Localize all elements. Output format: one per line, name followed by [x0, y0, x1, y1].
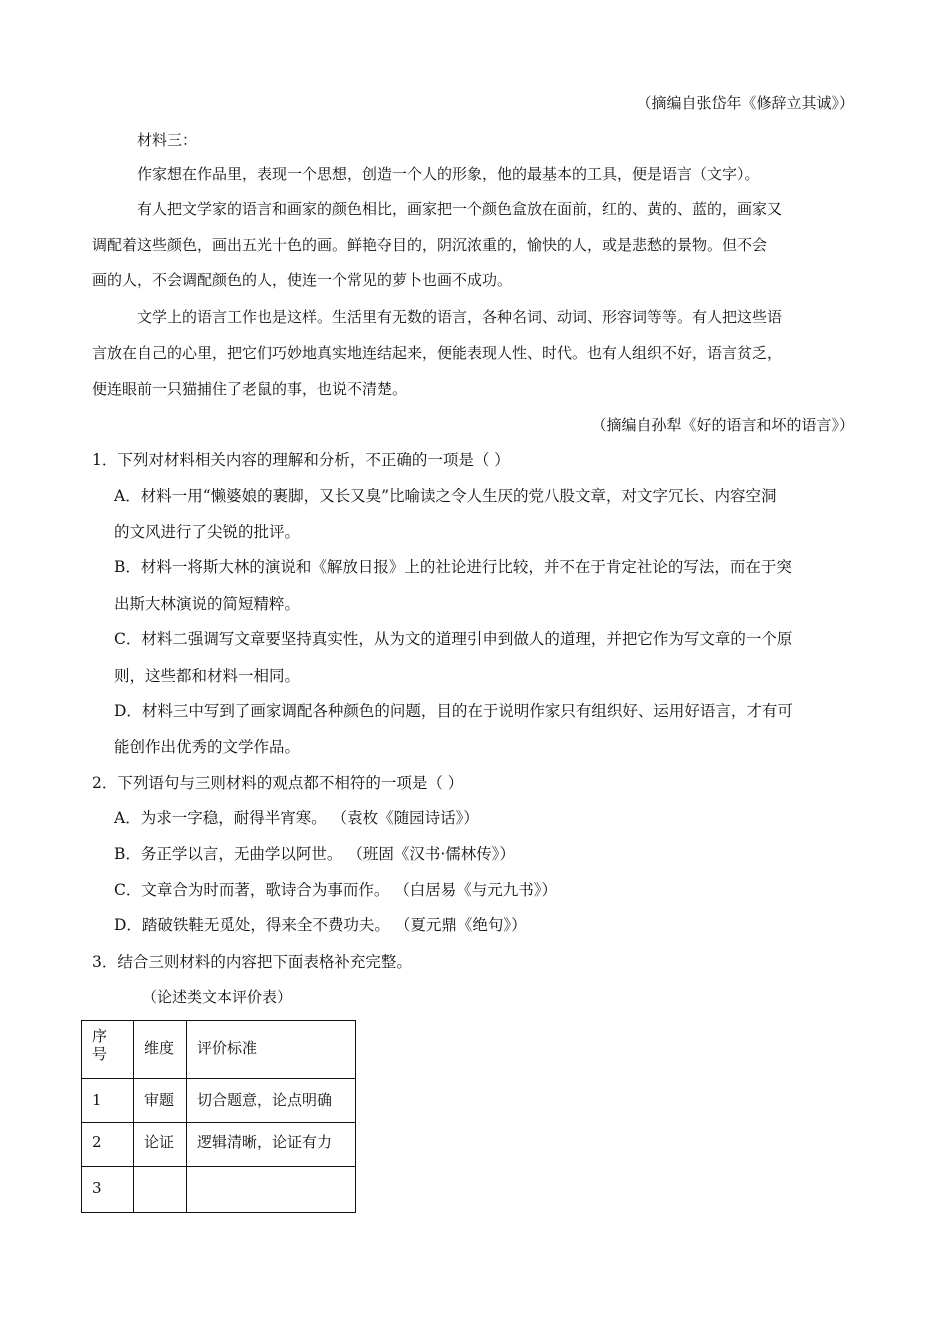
question-2-option-b: B．务正学以言，无曲学以阿世。 （班固《汉书·儒林传》） — [114, 845, 515, 863]
row-criteria: 切合题意，论点明确 — [197, 1091, 333, 1109]
table-row — [82, 1167, 356, 1213]
question-2-stem: 2．下列语句与三则材料的观点都不相符的一项是（ ） — [92, 774, 464, 792]
row-index: 1 — [92, 1091, 102, 1109]
evaluation-table — [81, 1020, 356, 1213]
header-index: 序号 — [92, 1027, 108, 1063]
row-dimension-blank[interactable] — [134, 1167, 186, 1179]
header-criteria: 评价标准 — [197, 1039, 258, 1057]
question-1-option-a-cont: 的文风进行了尖锐的批评。 — [114, 523, 301, 541]
material3-source: （摘编自孙犁《好的语言和坏的语言》） — [591, 416, 854, 434]
question-3-stem: 3．结合三则材料的内容把下面表格补充完整。 — [92, 953, 412, 971]
table-header-row — [82, 1021, 356, 1079]
material3-heading: 材料三： — [137, 131, 198, 149]
material3-line: 有人把文学家的语言和画家的颜色相比，画家把一个颜色盒放在面前，红的、黄的、蓝的，画家又 — [137, 200, 783, 218]
material3-line: 便连眼前一只猫捕住了老鼠的事，也说不清楚。 — [92, 380, 408, 398]
row-index: 2 — [92, 1133, 102, 1151]
question-1-option-c: C．材料二强调写文章要坚持真实性，从为文的道理引申到做人的道理，并把它作为写文章的一个原 — [114, 630, 793, 648]
question-1-option-b-cont: 出斯大林演说的简短精粹。 — [114, 595, 301, 613]
material3-line: 言放在自己的心里，把它们巧妙地真实地连结起来，便能表现人性、时代。也有人组织不好，语言贫乏， — [92, 344, 783, 362]
row-criteria-blank[interactable] — [187, 1167, 355, 1179]
question-2-option-a: A．为求一字稳，耐得半宵寒。 （袁枚《随园诗话》） — [114, 809, 479, 827]
question-1-option-a: A．材料一用“懒婆娘的裹脚，又长又臭”比喻读之令人生厌的党八股文章，对文字冗长、内容空洞 — [114, 487, 777, 505]
material3-line: 调配着这些颜色，画出五光十色的画。鲜艳夺目的，阴沉浓重的，愉快的人，或是悲愁的景物。但不会 — [92, 236, 768, 254]
question-1-option-b: B．材料一将斯大林的演说和《解放日报》上的社论进行比较，并不在于肯定社论的写法，而在于突 — [114, 558, 792, 576]
question-1-stem: 1．下列对材料相关内容的理解和分析，不正确的一项是（ ） — [92, 451, 510, 469]
question-1-option-d-cont: 能创作出优秀的文学作品。 — [114, 738, 301, 756]
row-index: 3 — [92, 1179, 102, 1197]
material3-line: 作家想在作品里，表现一个思想，创造一个人的形象，他的最基本的工具，便是语言（文字）。 — [137, 165, 760, 183]
row-criteria: 逻辑清晰，论证有力 — [197, 1133, 333, 1151]
question-1-option-d: D．材料三中写到了画家调配各种颜色的问题，目的在于说明作家只有组织好、运用好语言，才有可 — [114, 702, 793, 720]
question-2-option-c: C．文章合为时而著，歌诗合为事而作。 （白居易《与元九书》） — [114, 881, 558, 899]
question-2-option-d: D．踏破铁鞋无觅处，得来全不费功夫。 （夏元鼎《绝句》） — [114, 916, 527, 934]
material3-line: 文学上的语言工作也是这样。生活里有无数的语言，各种名词、动词、形容词等等。有人把这些语 — [137, 308, 783, 326]
table-caption: （论述类文本评价表） — [142, 988, 293, 1006]
row-dimension: 论证 — [144, 1133, 175, 1151]
row-dimension: 审题 — [144, 1091, 175, 1109]
material3-line: 画的人，不会调配颜色的人，使连一个常见的萝卜也画不成功。 — [92, 271, 513, 289]
table-row — [82, 1079, 356, 1123]
table-row — [82, 1123, 356, 1167]
question-1-option-c-cont: 则，这些都和材料一相同。 — [114, 667, 301, 685]
header-dimension: 维度 — [144, 1039, 175, 1057]
material2-source: （摘编自张岱年《修辞立其诚》） — [636, 94, 854, 112]
